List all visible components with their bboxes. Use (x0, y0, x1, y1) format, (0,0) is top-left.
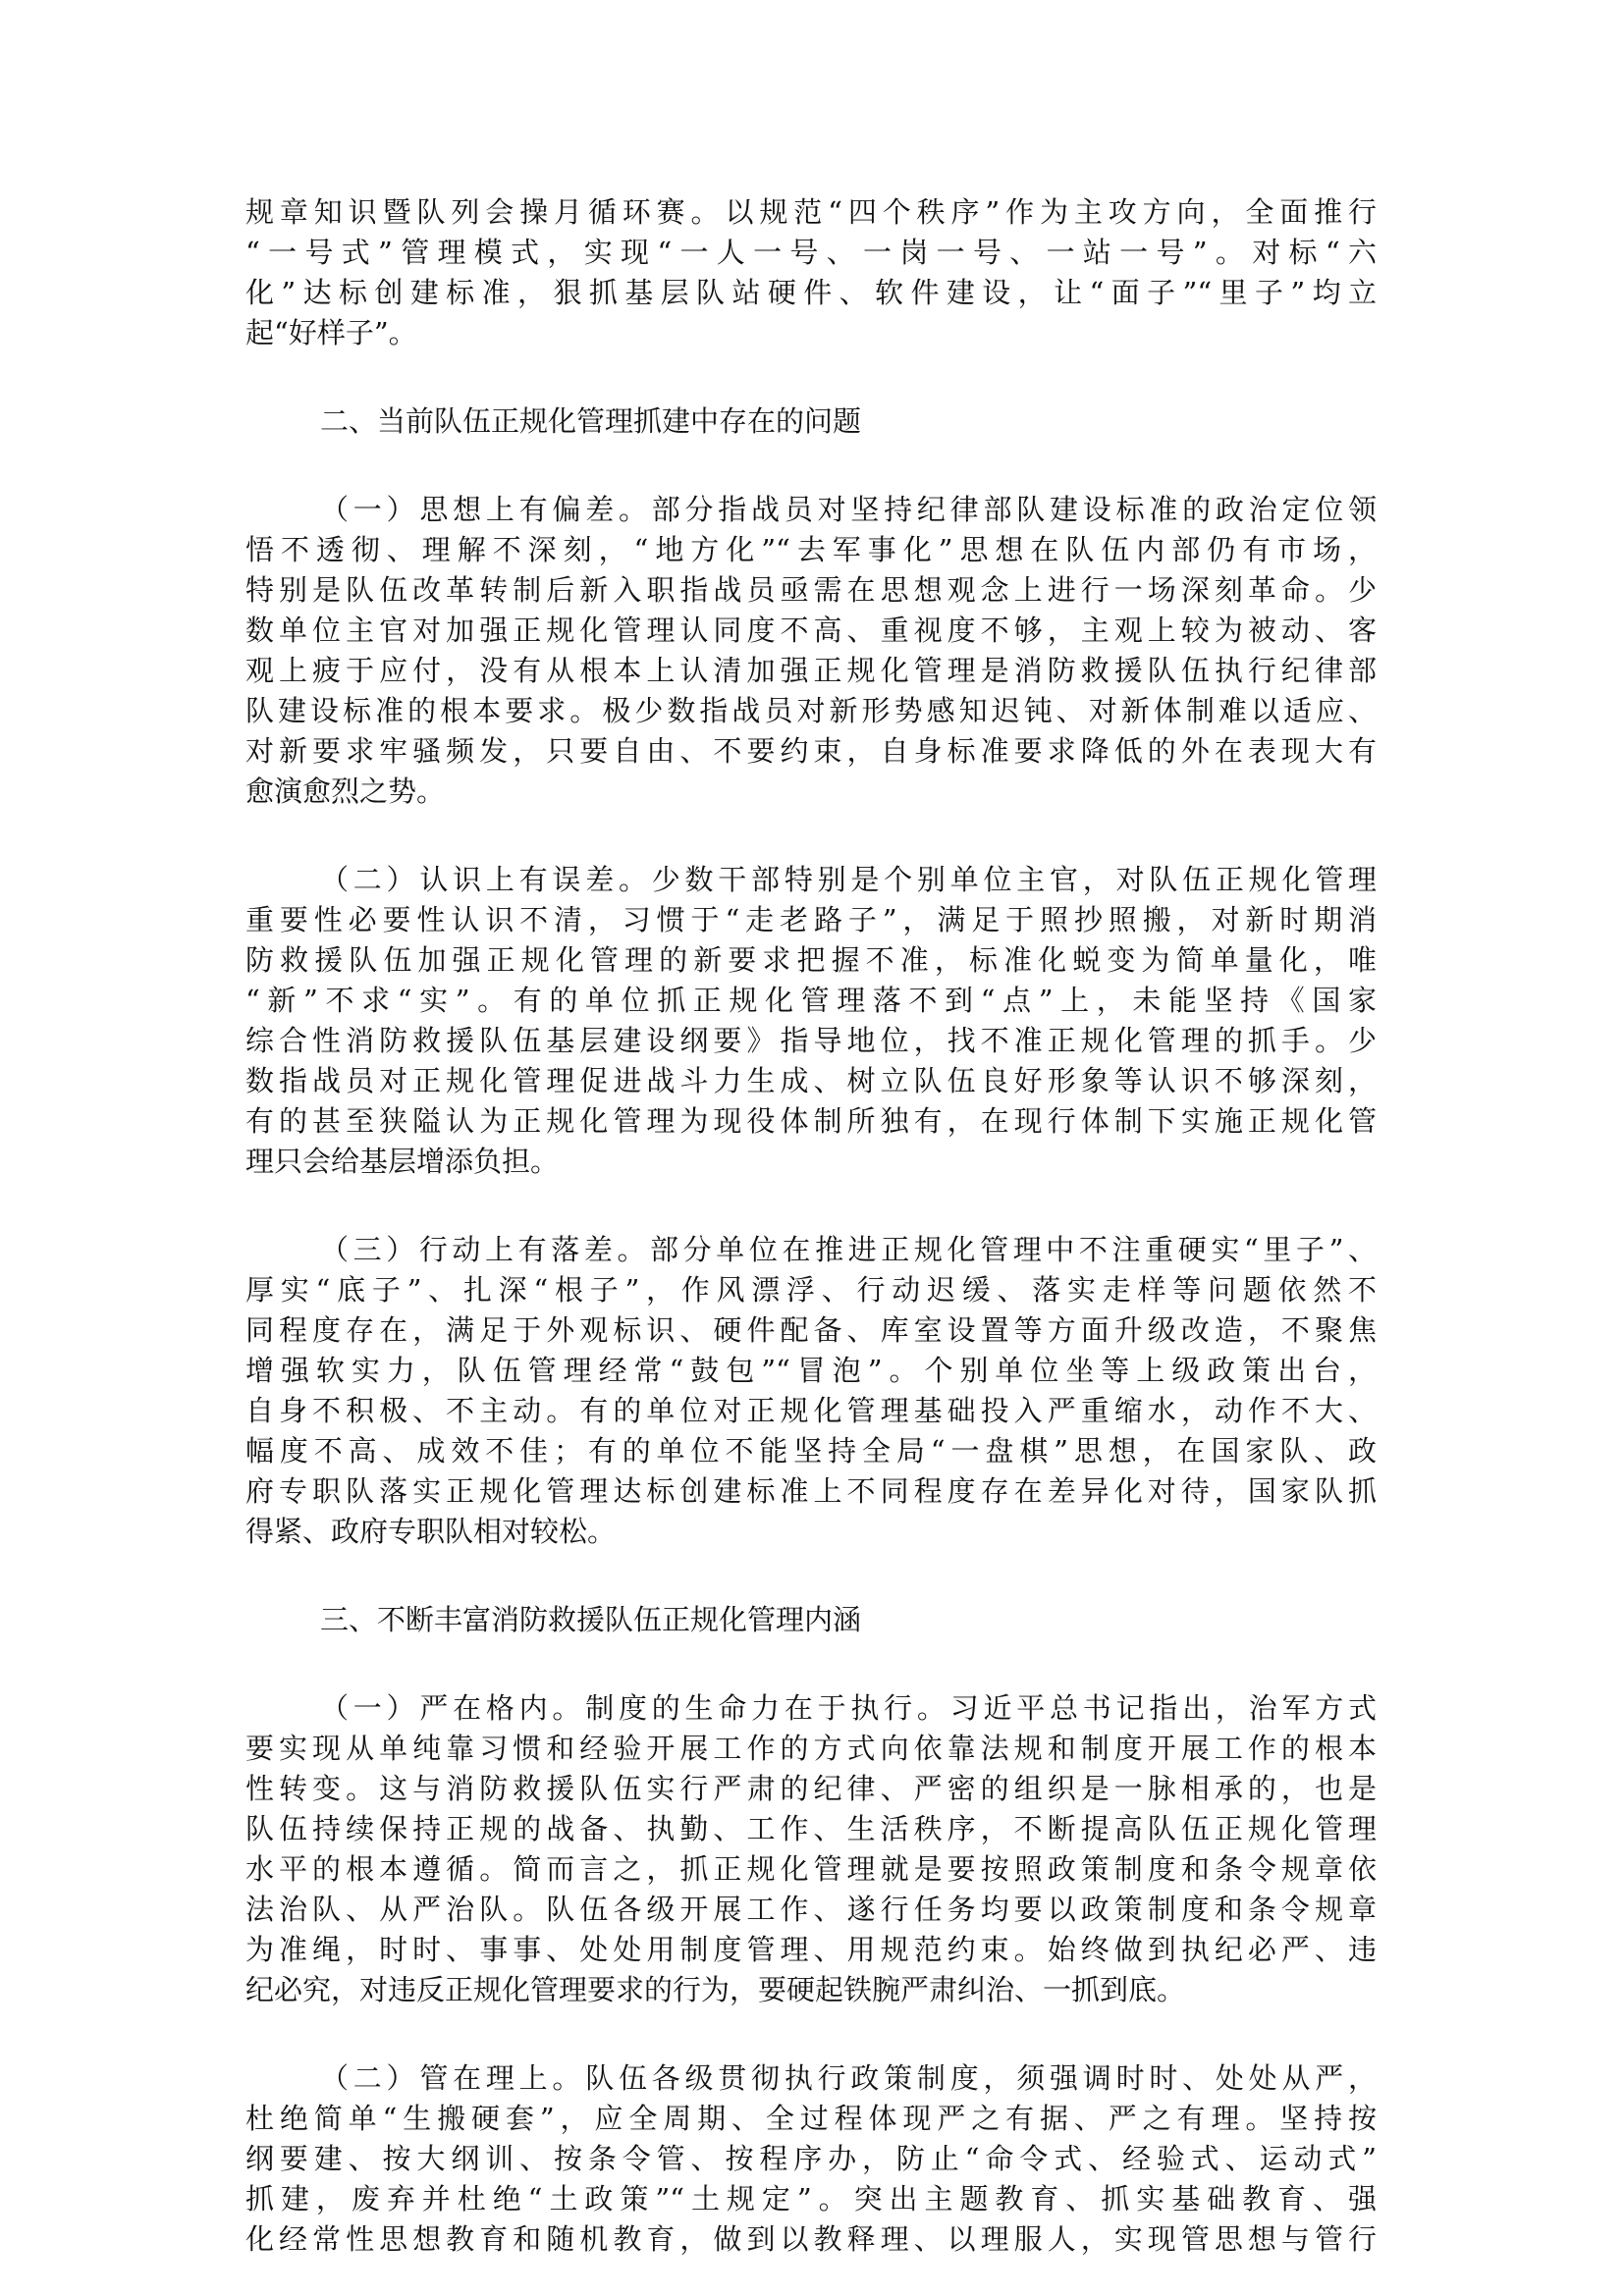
text-line: 起“好样子”。 (245, 316, 417, 349)
text-line: “一号式”管理模式，实现“一人一号、一岗一号、一站一号”。对标“六 (245, 236, 1377, 269)
text-line: 队伍持续保持正规的战备、执勤、工作、生活秩序，不断提高队伍正规化管理 (245, 1812, 1377, 1845)
text-line: （三）行动上有落差。部分单位在推进正规化管理中不注重硬实“里子”、 (320, 1233, 1377, 1266)
text-line: （一）思想上有偏差。部分指战员对坚持纪律部队建设标准的政治定位领 (320, 493, 1377, 526)
text-line: 厚实“底子”、扎深“根子”，作风漂浮、行动迟缓、落实走样等问题依然不 (245, 1273, 1377, 1307)
text-line: 重要性必要性认识不清，习惯于“走老路子”，满足于照抄照搬，对新时期消 (245, 903, 1377, 936)
text-line: 要实现从单纯靠习惯和经验开展工作的方式向依靠法规和制度开展工作的根本 (245, 1732, 1377, 1765)
text-line: （二）认识上有误差。少数干部特别是个别单位主官，对队伍正规化管理 (320, 863, 1377, 896)
text-line: 为准绳，时时、事事、处处用制度管理、用规范约束。始终做到执纪必严、违 (245, 1933, 1377, 1966)
text-line: 性转变。这与消防救援队伍实行严肃的纪律、严密的组织是一脉相承的，也是 (245, 1772, 1377, 1805)
paragraph-cognition-error (245, 860, 1377, 1182)
text-line: 特别是队伍改革转制后新入职指战员亟需在思想观念上进行一场深刻革命。少 (245, 573, 1377, 607)
text-line: 理只会给基层增添负担。 (245, 1145, 560, 1178)
text-line: 幅度不高、成效不佳；有的单位不能坚持全局“一盘棋”思想，在国家队、政 (245, 1434, 1377, 1468)
paragraph-strict-within-rules (245, 1688, 1377, 2010)
document-page (245, 192, 1377, 2260)
text-line: 化”达标创建标准，狠抓基层队站硬件、软件建设，让“面子”“里子”均立 (245, 276, 1377, 309)
text-line: （二）管在理上。队伍各级贯彻执行政策制度，须强调时时、处处从严， (320, 2061, 1377, 2095)
text-line: 数指战员对正规化管理促进战斗力生成、树立队伍良好形象等认识不够深刻， (245, 1064, 1377, 1097)
paragraph-intro-continuation (245, 192, 1377, 353)
paragraph-manage-with-reason (245, 2058, 1377, 2260)
text-line: 有的甚至狭隘认为正规化管理为现役体制所独有，在现行体制下实施正规化管 (245, 1104, 1377, 1138)
text-line: 水平的根本遵循。简而言之，抓正规化管理就是要按照政策制度和条令规章依 (245, 1852, 1377, 1886)
text-line: 增强软实力，队伍管理经常“鼓包”“冒泡”。个别单位坐等上级政策出台， (245, 1354, 1377, 1387)
text-line: 队建设标准的根本要求。极少数指战员对新形势感知迟钝、对新体制难以适应、 (245, 694, 1377, 727)
paragraph-action-gap (245, 1230, 1377, 1552)
section-heading-connotation: 三、不断丰富消防救援队伍正规化管理内涵 (320, 1603, 862, 1636)
text-line: 规章知识暨队列会操月循环赛。以规范“四个秩序”作为主攻方向，全面推行 (245, 195, 1377, 229)
text-line: 自身不积极、不主动。有的单位对正规化管理基础投入严重缩水，动作不大、 (245, 1394, 1377, 1427)
text-line: 同程度存在，满足于外观标识、硬件配备、库室设置等方面升级改造，不聚焦 (245, 1313, 1377, 1347)
text-line: 纲要建、按大纲训、按条令管、按程序办，防止“命令式、经验式、运动式” (245, 2142, 1377, 2175)
paragraph-thinking-deviation (245, 490, 1377, 812)
text-line: 抓建，废弃并杜绝“土政策”“土规定”。突出主题教育、抓实基础教育、强 (245, 2182, 1377, 2216)
text-line: 对新要求牢骚频发，只要自由、不要约束，自身标准要求降低的外在表现大有 (245, 734, 1377, 768)
text-line: 府专职队落实正规化管理达标创建标准上不同程度存在差异化对待，国家队抓 (245, 1474, 1377, 1508)
text-line: 愈演愈烈之势。 (245, 774, 446, 808)
text-line: 杜绝简单“生搬硬套”，应全周期、全过程体现严之有据、严之有理。坚持按 (245, 2102, 1377, 2135)
text-line: 法治队、从严治队。队伍各级开展工作、遂行任务均要以政策制度和条令规章 (245, 1893, 1377, 1926)
section-heading-problems: 二、当前队伍正规化管理抓建中存在的问题 (320, 404, 862, 438)
text-line: 得紧、政府专职队相对较松。 (245, 1515, 617, 1548)
text-line: 观上疲于应付，没有从根本上认清加强正规化管理是消防救援队伍执行纪律部 (245, 654, 1377, 687)
text-line: 悟不透彻、理解不深刻，“地方化”“去军事化”思想在队伍内部仍有市场， (245, 533, 1377, 566)
text-line: 化经常性思想教育和随机教育，做到以教释理、以理服人，实现管思想与管行 (245, 2222, 1377, 2256)
text-line: 综合性消防救援队伍基层建设纲要》指导地位，找不准正规化管理的抓手。少 (245, 1024, 1377, 1057)
text-line: 纪必究，对违反正规化管理要求的行为，要硬起铁腕严肃纠治、一抓到底。 (245, 1973, 1186, 2006)
text-line: “新”不求“实”。有的单位抓正规化管理落不到“点”上，未能坚持《国家 (245, 984, 1377, 1017)
text-line: 数单位主官对加强正规化管理认同度不高、重视度不够，主观上较为被动、客 (245, 614, 1377, 647)
text-line: （一）严在格内。制度的生命力在于执行。习近平总书记指出，治军方式 (320, 1691, 1377, 1725)
text-line: 防救援队伍加强正规化管理的新要求把握不准，标准化蜕变为简单量化，唯 (245, 943, 1377, 977)
